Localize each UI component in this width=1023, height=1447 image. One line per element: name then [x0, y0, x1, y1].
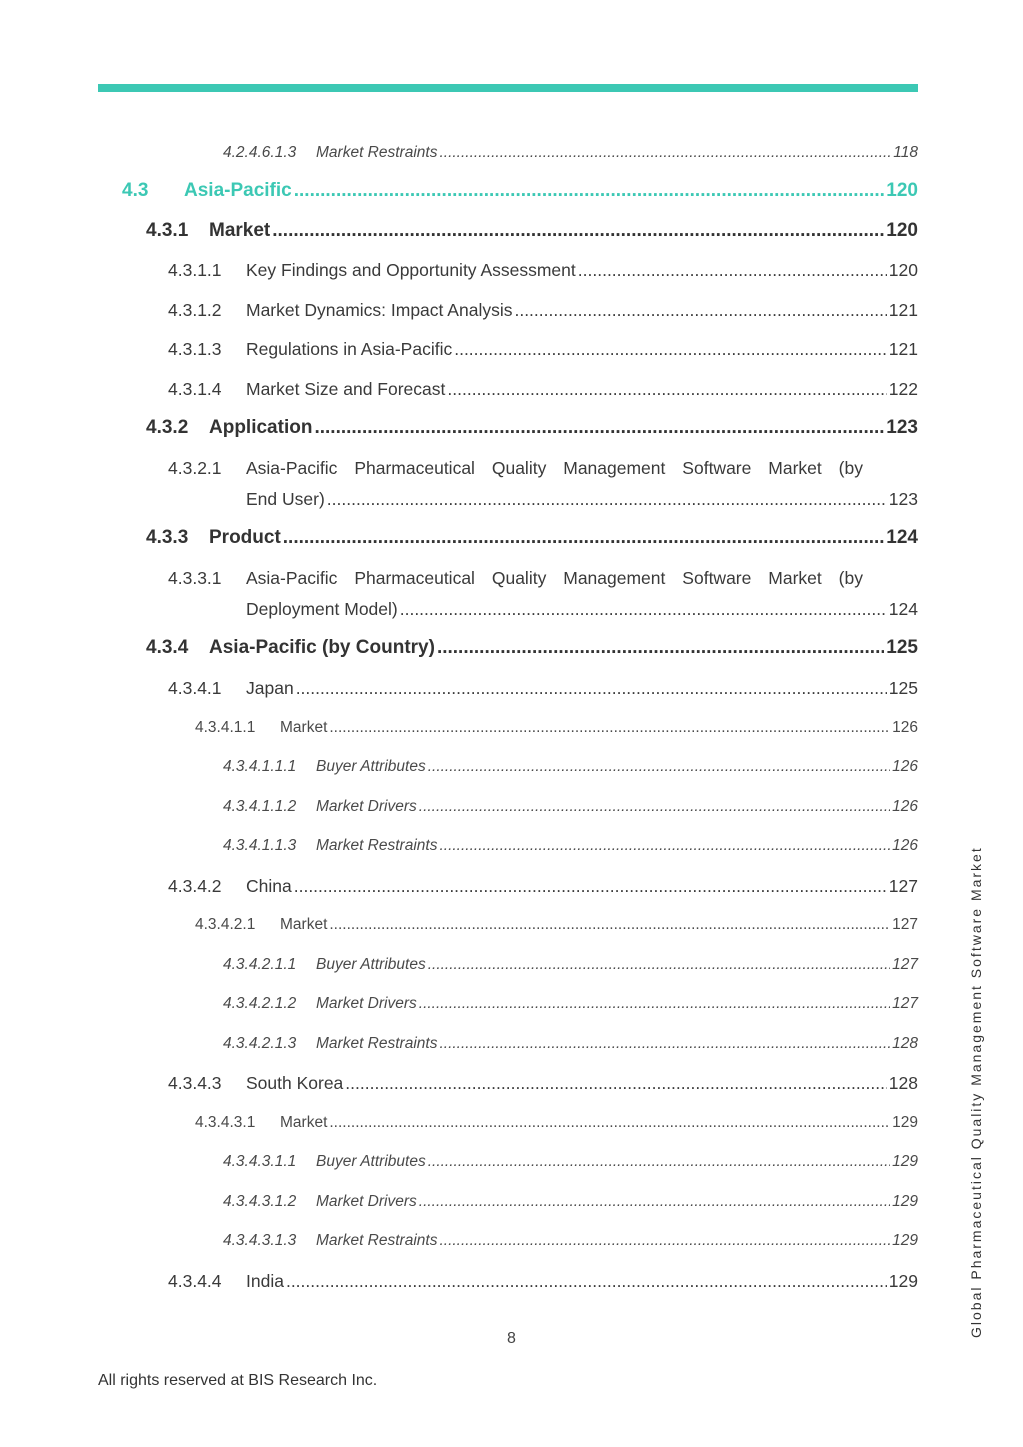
toc-entry-number: 4.3.4.1	[168, 677, 222, 698]
toc-entry[interactable]	[0, 333, 1023, 365]
toc-entry-title: Asia-Pacific	[184, 180, 292, 201]
toc-leader-dots	[283, 527, 885, 549]
toc-entry-title: South Korea	[246, 1072, 344, 1093]
toc-entry-page: 129	[892, 1193, 918, 1210]
toc-entry-title: Market Drivers	[316, 1193, 417, 1210]
toc-leader-dots	[314, 417, 884, 439]
toc-entry-title: Market Size and Forecast	[246, 378, 446, 399]
toc-entry-number: 4.3.3.1	[168, 568, 222, 588]
toc-entry-page: 127	[892, 956, 918, 973]
toc-entry-title: Market Restraints	[316, 1232, 438, 1249]
toc-leader-dots	[439, 1035, 890, 1053]
toc-entry[interactable]	[0, 215, 1023, 247]
toc-entry[interactable]	[0, 522, 1023, 554]
toc-entry-page: 126	[892, 758, 918, 775]
toc-leader-dots	[578, 260, 887, 281]
toc-entry-title-continued: End User)	[246, 488, 325, 509]
toc-entry-page: 127	[892, 916, 918, 933]
toc-entry[interactable]	[0, 988, 1023, 1020]
toc-leader-dots	[294, 180, 885, 202]
toc-entry[interactable]	[0, 1265, 1023, 1297]
toc-entry-number: 4.3.1.3	[168, 338, 222, 359]
toc-leader-dots	[272, 220, 884, 242]
toc-entry-title: Buyer Attributes	[316, 758, 426, 775]
toc-entry-number: 4.3.2.1	[168, 458, 222, 478]
toc-entry-page: 120	[888, 259, 918, 280]
toc-entry[interactable]	[0, 175, 1023, 207]
footer-copyright: All rights reserved at BIS Research Inc.	[98, 1372, 378, 1389]
toc-leader-dots	[428, 758, 890, 776]
toc-leader-dots	[286, 1271, 887, 1292]
toc-entry-page: 121	[888, 338, 918, 359]
toc-entry[interactable]	[0, 1225, 1023, 1257]
toc-entry-number: 4.3.4.3	[168, 1072, 222, 1093]
toc-leader-dots	[294, 876, 887, 897]
toc-entry[interactable]	[0, 412, 1023, 444]
toc-leader-dots	[400, 599, 887, 620]
toc-entry-page: 129	[892, 1232, 918, 1249]
toc-entry[interactable]	[0, 909, 1023, 941]
toc-leader-dots	[345, 1073, 887, 1094]
toc-entry-title: Japan	[246, 677, 294, 698]
toc-entry[interactable]	[0, 562, 1023, 594]
toc-leader-dots	[439, 144, 891, 162]
toc-entry-page: 127	[892, 995, 918, 1012]
toc-entry-title: Market Restraints	[316, 1035, 438, 1052]
toc-entry-number: 4.3.4.1.1.1	[223, 758, 297, 775]
toc-entry-title: Asia-Pacific (by Country)	[209, 637, 435, 658]
toc-entry-page: 129	[892, 1153, 918, 1170]
toc-leader-dots	[439, 1232, 890, 1250]
toc-entry-number: 4.3.4.1.1	[195, 719, 256, 736]
toc-entry[interactable]	[0, 830, 1023, 862]
toc-entry[interactable]	[0, 137, 1023, 169]
toc-entry-number: 4.3.4.3.1.3	[223, 1232, 297, 1249]
toc-entry-title: Market	[280, 916, 328, 933]
toc-leader-dots	[419, 1193, 890, 1211]
toc-leader-dots	[437, 637, 884, 659]
toc-entry-page: 125	[886, 637, 918, 658]
toc-entry[interactable]	[0, 254, 1023, 286]
toc-entry-number: 4.3.1.1	[168, 259, 222, 280]
toc-leader-dots	[514, 300, 886, 321]
toc-entry-page: 125	[888, 677, 918, 698]
toc-entry-page: 120	[886, 180, 918, 201]
side-document-title: Global Pharmaceutical Quality Management Software Market	[968, 846, 984, 1338]
toc-entry-number: 4.2.4.6.1.3	[223, 144, 297, 161]
toc-entry[interactable]	[0, 1028, 1023, 1060]
toc-entry-number: 4.3.4.2.1.2	[223, 995, 297, 1012]
toc-entry-continuation[interactable]	[0, 483, 1023, 515]
toc-entry-title: Market Restraints	[316, 837, 438, 854]
toc-entry-number: 4.3.2	[146, 417, 189, 438]
toc-leader-dots	[296, 678, 887, 699]
toc-entry-title: Buyer Attributes	[316, 956, 426, 973]
toc-entry-page: 129	[892, 1114, 918, 1131]
toc-leader-dots	[454, 339, 887, 360]
toc-entry[interactable]	[0, 373, 1023, 405]
toc-entry-title: Product	[209, 527, 281, 548]
toc-entry-number: 4.3.1.4	[168, 378, 222, 399]
toc-leader-dots	[329, 1114, 890, 1132]
toc-entry-page: 126	[892, 837, 918, 854]
toc-entry-title: Asia-Pacific Pharmaceutical Quality Management Software Market (by	[246, 458, 863, 478]
toc-entry-number: 4.3.4.2.1	[195, 916, 256, 933]
toc-entry[interactable]	[0, 751, 1023, 783]
toc-entry-number: 4.3.4.1.1.2	[223, 798, 297, 815]
header-accent-bar	[98, 84, 918, 92]
toc-entry-number: 4.3.4	[146, 637, 189, 658]
toc-entry-number: 4.3.4.1.1.3	[223, 837, 297, 854]
toc-leader-dots	[329, 719, 890, 737]
toc-entry-title: Market	[209, 220, 271, 241]
toc-entry[interactable]	[0, 712, 1023, 744]
toc-entry[interactable]	[0, 949, 1023, 981]
toc-entry-title: Market	[280, 1114, 328, 1131]
toc-leader-dots	[419, 995, 890, 1013]
toc-entry[interactable]	[0, 1146, 1023, 1178]
toc-entry-number: 4.3.3	[146, 527, 189, 548]
toc-entry-number: 4.3	[122, 180, 149, 201]
toc-entry-number: 4.3.1	[146, 220, 189, 241]
toc-entry-title-continued: Deployment Model)	[246, 598, 398, 619]
toc-entry[interactable]	[0, 1067, 1023, 1099]
toc-leader-dots	[329, 916, 890, 934]
toc-entry[interactable]	[0, 870, 1023, 902]
toc-leader-dots	[428, 1153, 890, 1171]
toc-entry-number: 4.3.4.2.1.1	[223, 956, 297, 973]
toc-entry-continuation[interactable]	[0, 593, 1023, 625]
toc-entry-page: 122	[888, 378, 918, 399]
toc-entry-title: Asia-Pacific Pharmaceutical Quality Management Software Market (by	[246, 568, 863, 588]
toc-entry-title: Market Drivers	[316, 995, 417, 1012]
toc-entry[interactable]	[0, 672, 1023, 704]
toc-leader-dots	[327, 489, 887, 510]
toc-entry-page: 124	[888, 598, 918, 619]
toc-leader-dots	[428, 956, 890, 974]
toc-entry-page: 126	[892, 798, 918, 815]
toc-leader-dots	[447, 379, 886, 400]
toc-entry-number: 4.3.4.2.1.3	[223, 1035, 297, 1052]
toc-entry-number: 4.3.4.2	[168, 875, 222, 896]
toc-entry-number: 4.3.4.3.1.1	[223, 1153, 297, 1170]
toc-entry-page: 129	[888, 1270, 918, 1291]
toc-entry-title: India	[246, 1270, 284, 1291]
toc-entry[interactable]	[0, 452, 1023, 484]
toc-entry[interactable]	[0, 294, 1023, 326]
toc-entry[interactable]	[0, 1186, 1023, 1218]
toc-entry-title: China	[246, 875, 292, 896]
toc-entry-page: 120	[886, 220, 918, 241]
toc-entry[interactable]	[0, 632, 1023, 664]
toc-entry-page: 123	[888, 488, 918, 509]
toc-entry-title: Market Drivers	[316, 798, 417, 815]
toc-entry-title: Market	[280, 719, 328, 736]
toc-leader-dots	[419, 798, 890, 816]
toc-entry-number: 4.3.4.4	[168, 1270, 222, 1291]
toc-leader-dots	[439, 837, 890, 855]
toc-entry-title: Key Findings and Opportunity Assessment	[246, 259, 576, 280]
toc-entry-page: 128	[892, 1035, 918, 1052]
toc-entry-number: 4.3.4.3.1	[195, 1114, 256, 1131]
toc-entry-title: Application	[209, 417, 313, 438]
toc-entry-page: 127	[888, 875, 918, 896]
toc-entry-title: Regulations in Asia-Pacific	[246, 338, 453, 359]
toc-entry-number: 4.3.1.2	[168, 299, 222, 320]
page-number: 8	[507, 1330, 516, 1347]
toc-entry-page: 124	[886, 527, 918, 548]
toc-entry-page: 126	[892, 719, 918, 736]
toc-entry-page: 123	[886, 417, 918, 438]
toc-entry[interactable]	[0, 1107, 1023, 1139]
toc-entry-title: Market Dynamics: Impact Analysis	[246, 299, 513, 320]
toc-entry-page: 128	[888, 1072, 918, 1093]
toc-entry-title: Market Restraints	[316, 144, 438, 161]
toc-entry-page: 118	[893, 144, 918, 161]
toc-entry[interactable]	[0, 791, 1023, 823]
toc-entry-title: Buyer Attributes	[316, 1153, 426, 1170]
toc-entry-page: 121	[888, 299, 918, 320]
toc-entry-number: 4.3.4.3.1.2	[223, 1193, 297, 1210]
